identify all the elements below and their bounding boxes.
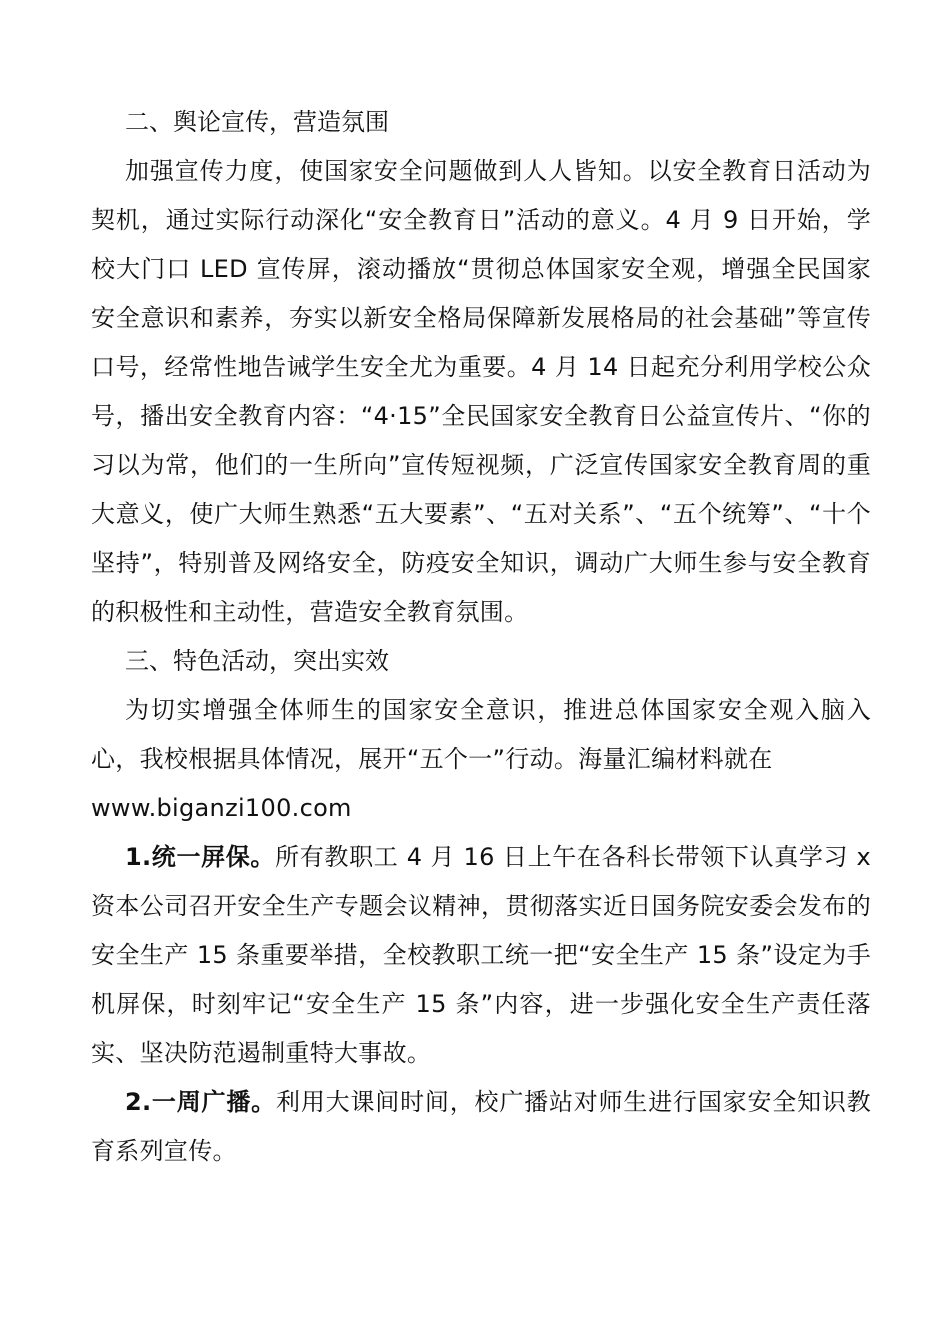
section-heading-activities: 三、特色活动，突出实效	[125, 647, 389, 675]
document-body	[91, 98, 871, 1176]
section-heading-publicity: 二、舆论宣传，营造氛围	[125, 108, 389, 136]
paragraph-publicity: 加强宣传力度，使国家安全问题做到人人皆知。以安全教育日活动为契机，通过实际行动深化“安全教育日”活动的意义。4 月 9 日开始，学校大门口 LED 宣传屏，滚动播放“贯彻总体国家安全观，增强全民国家安全意识和素养，夯实以新安全格局保障新发展格局的社会基础”等宣传口号，经常性地告诫学生安全尤为重要。4 月 14 日起充分利用学校公众号，播出安全教育内容：“4·15”全民国家安全教育日公益宣传片、“你的习以为常，他们的一生所向”宣传短视频，广泛宣传国家安全教育周的重大意义，使广大师生熟悉“五大要素”、“五对关系”、“五个统筹”、“十个坚持”，特别普及网络安全，防疫安全知识，调动广大师生参与安全教育的积极性和主动性，营造安全教育氛围。	[91, 157, 871, 626]
paragraph-activities: 为切实增强全体师生的国家安全意识，推进总体国家安全观入脑入心，我校根据具体情况，展开“五个一”行动。海量汇编材料就在	[91, 696, 871, 773]
item-broadcast-body: 利用大课间时间，校广播站对师生进行国家安全知识教育系列宣传。	[91, 1088, 871, 1165]
item-screensaver-body: 所有教职工 4 月 16 日上午在各科长带领下认真学习 x 资本公司召开安全生产专题会议精神，贯彻落实近日国务院安委会发布的安全生产 15 条重要举措，全校教职工统一把“安全生产 15 条”设定为手机屏保，时刻牢记“安全生产 15 条”内容，进一步强化安全生产责任落实、坚决防范遏制重特大事故。	[91, 843, 871, 1067]
item-broadcast	[91, 1078, 871, 1176]
item-screensaver	[91, 833, 871, 1078]
item-screensaver-title: 1.统一屏保。	[125, 843, 276, 871]
item-broadcast-title: 2.一周广播。	[125, 1088, 276, 1116]
website-url: www.biganzi100.com	[91, 794, 352, 822]
